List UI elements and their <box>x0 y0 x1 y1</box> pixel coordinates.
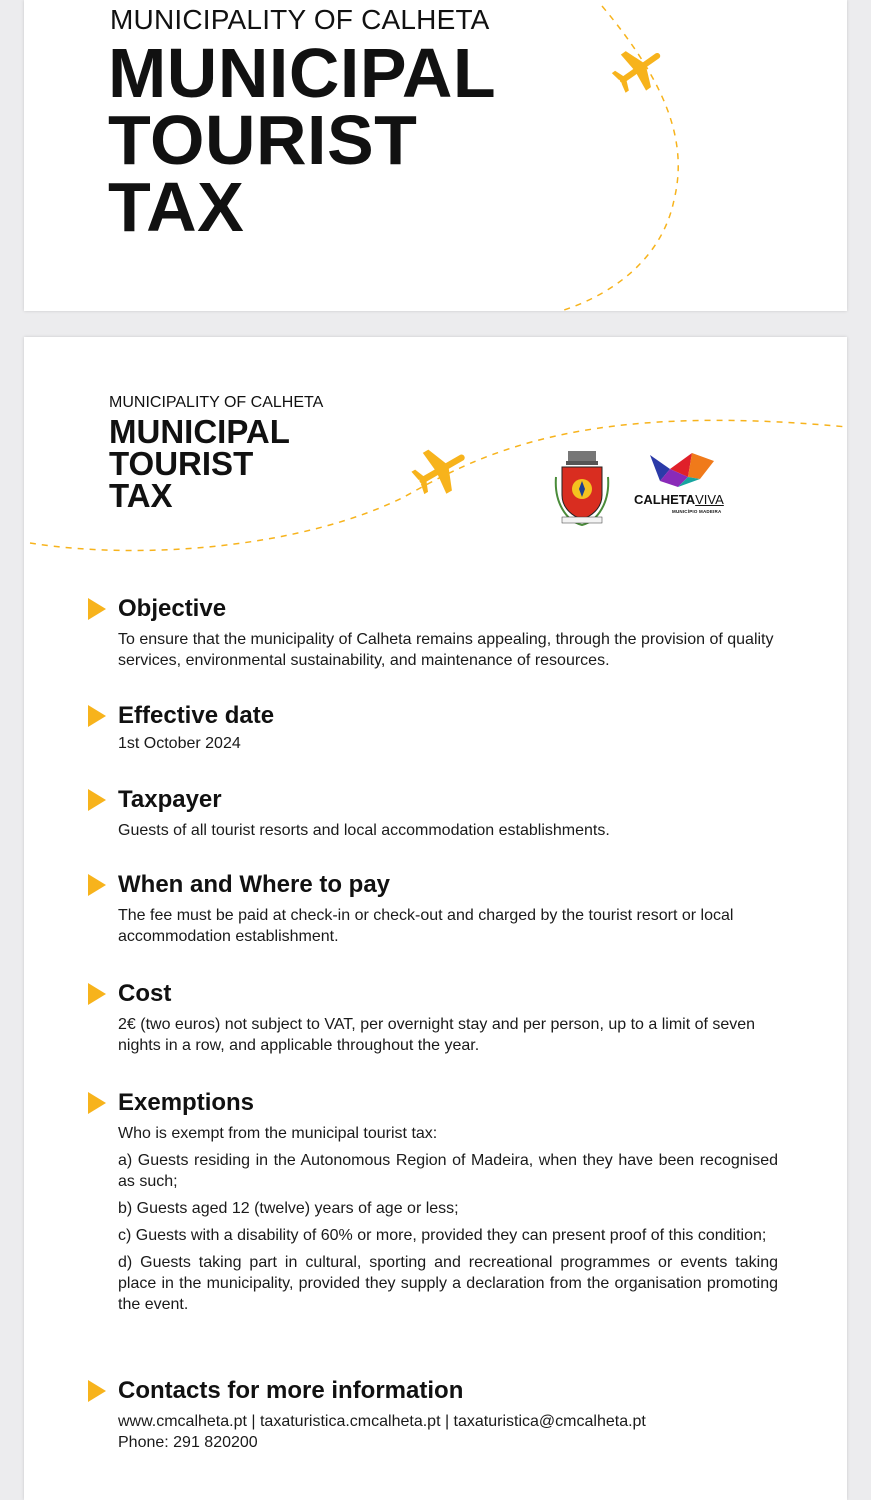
municipality-name: MUNICIPALITY OF CALHETA <box>110 4 490 35</box>
flight-path-decoration <box>24 0 847 311</box>
bullet-arrow-icon <box>88 1092 106 1114</box>
exemption-item: c) Guests with a disability of 60% or more, provided they can present proof of this condition; <box>118 1227 767 1244</box>
title-line: TOURIST <box>109 445 254 482</box>
municipal-crest-icon <box>552 447 612 527</box>
bullet-arrow-icon <box>88 983 106 1005</box>
section-cost <box>88 980 778 1056</box>
calhetaviva-subtitle: MUNICÍPIO MADEIRA <box>672 509 722 514</box>
section-heading: Contacts for more information <box>118 1377 464 1404</box>
title-line: TAX <box>108 168 245 246</box>
section-body: To ensure that the municipality of Calheta remains appealing, through the provision of quality services, environmental sustainability, and maintenance of resources. <box>118 631 774 669</box>
municipality-name: MUNICIPALITY OF CALHETA <box>109 394 324 411</box>
exemption-item: a) Guests residing in the Autonomous Region of Madeira, when they have been recognised as such; <box>118 1152 778 1190</box>
bullet-arrow-icon <box>88 874 106 896</box>
contact-links: www.cmcalheta.pt | taxaturistica.cmcalheta.pt | taxaturistica@cmcalheta.pt <box>118 1413 646 1430</box>
section-exemptions <box>88 1089 778 1315</box>
section-body: The fee must be paid at check-in or check-out and charged by the tourist resort or local accommodation establishment. <box>118 907 734 945</box>
bullet-arrow-icon <box>88 789 106 811</box>
info-card <box>24 337 847 1500</box>
section-taxpayer <box>88 786 778 841</box>
exemption-item: b) Guests aged 12 (twelve) years of age or less; <box>118 1200 459 1217</box>
section-heading: When and Where to pay <box>118 871 391 898</box>
title-line: TOURIST <box>108 101 418 179</box>
section-body: Who is exempt from the municipal tourist tax: <box>118 1125 438 1142</box>
airplane-icon <box>412 441 472 497</box>
section-when-where <box>88 871 778 947</box>
bullet-arrow-icon <box>88 598 106 620</box>
section-heading: Objective <box>118 595 227 622</box>
exemption-item: d) Guests taking part in cultural, sporting and recreational programmes or events taking place in the municipality, provided they supply a declaration from the organisation promoting the event. <box>118 1254 778 1313</box>
section-heading: Exemptions <box>118 1089 255 1116</box>
title-line: MUNICIPAL <box>109 413 290 450</box>
bullet-arrow-icon <box>88 705 106 727</box>
section-effective-date <box>88 702 778 754</box>
airplane-icon <box>612 44 668 92</box>
title-line: TAX <box>109 477 173 514</box>
contact-phone: Phone: 291 820200 <box>118 1434 258 1451</box>
card-title <box>109 413 290 514</box>
bullet-arrow-icon <box>88 1380 106 1402</box>
header-card <box>24 0 847 311</box>
section-heading: Effective date <box>118 702 275 729</box>
section-heading: Cost <box>118 980 172 1007</box>
section-body: Guests of all tourist resorts and local accommodation establishments. <box>118 822 610 839</box>
section-body: 1st October 2024 <box>118 735 241 752</box>
section-objective <box>88 595 778 671</box>
section-contacts <box>88 1377 778 1453</box>
calhetaviva-wordmark: CALHETAVIVA <box>634 492 724 507</box>
title-line: MUNICIPAL <box>108 34 497 112</box>
section-heading: Taxpayer <box>118 786 222 813</box>
section-body: 2€ (two euros) not subject to VAT, per overnight stay and per person, up to a limit of seven nights in a row, and applicable throughout the year. <box>118 1016 756 1054</box>
